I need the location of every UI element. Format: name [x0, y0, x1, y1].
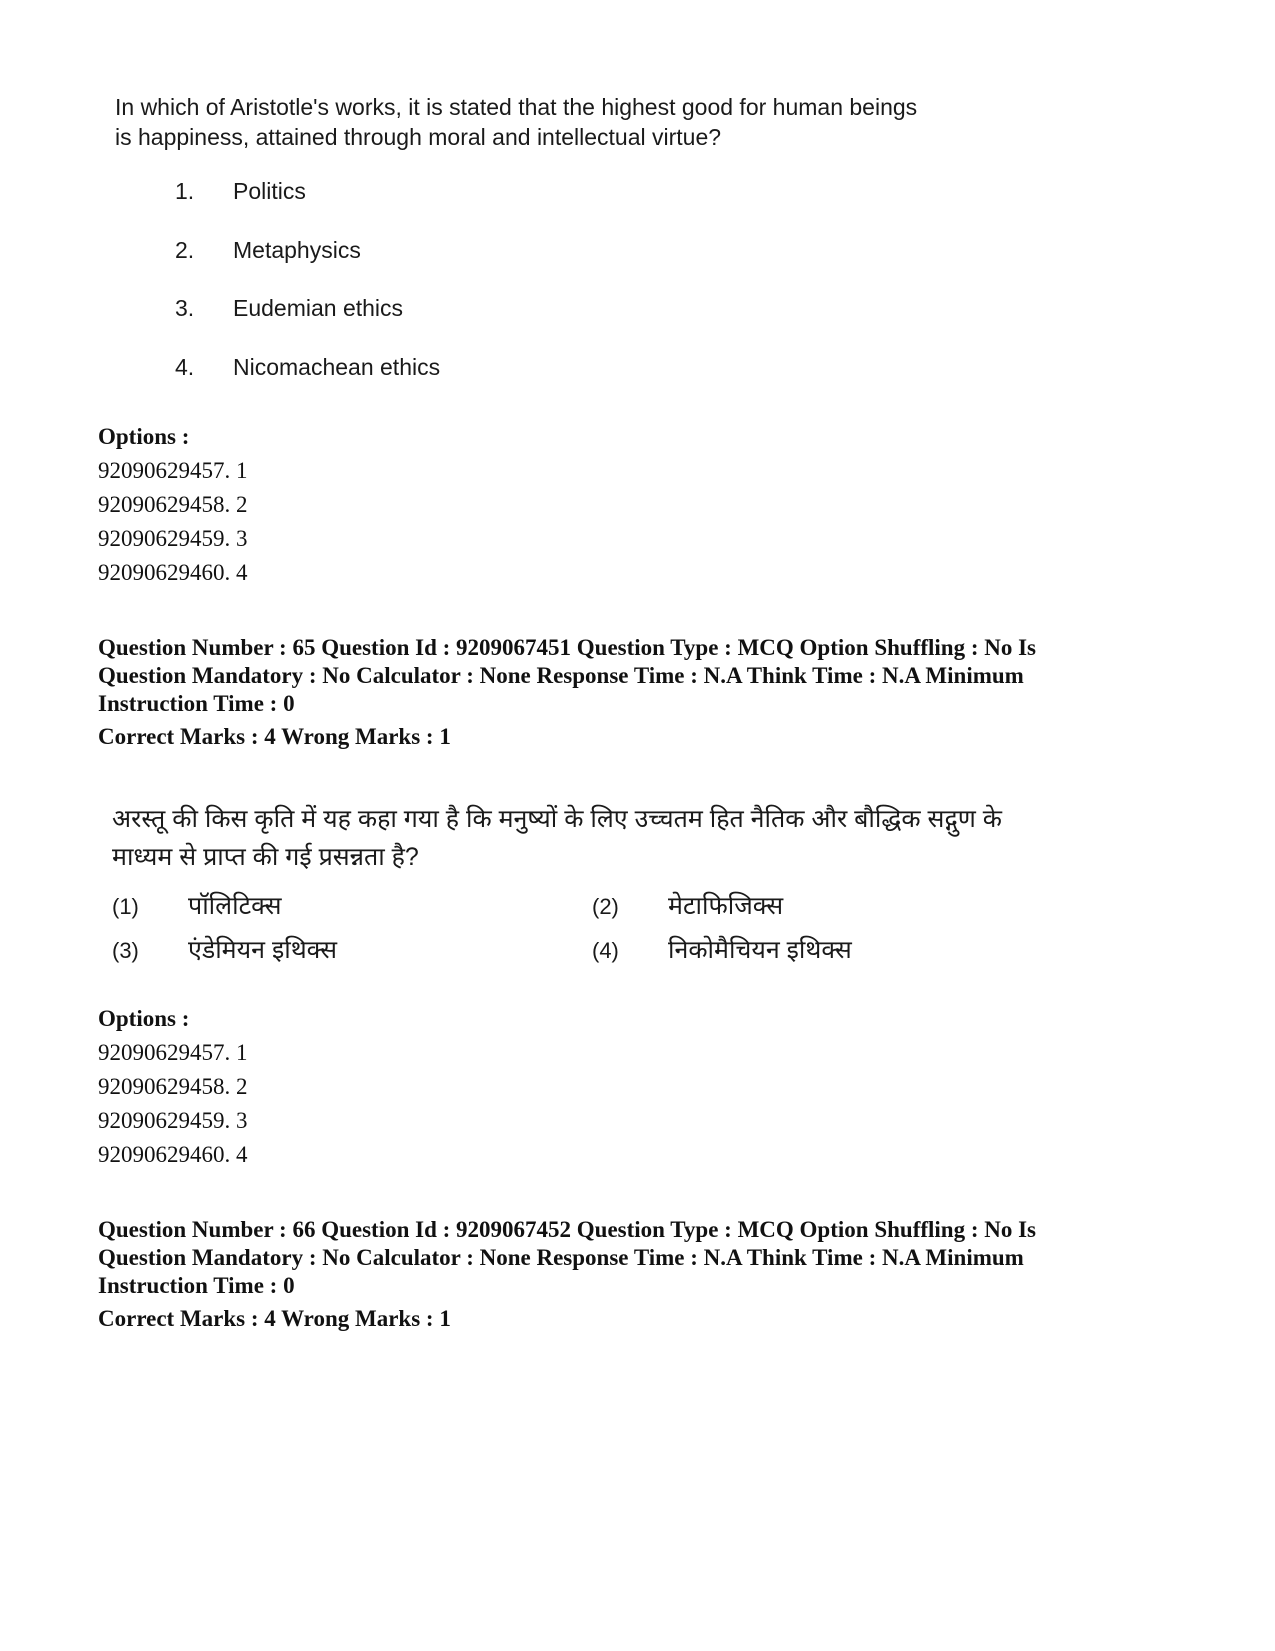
options-list — [98, 1002, 248, 1172]
option-item: 92090629457. 1 — [98, 1040, 248, 1065]
choice-label: Nicomachean ethics — [233, 354, 441, 380]
choice-label: Politics — [233, 178, 306, 204]
meta-line: Instruction Time : 0 — [98, 691, 295, 716]
choice-label: पॉलिटिक्स — [188, 892, 282, 920]
choice-number: 1. — [175, 178, 195, 204]
question-meta — [98, 634, 1158, 751]
marks-line: Correct Marks : 4 Wrong Marks : 1 — [98, 724, 451, 749]
option-item: 92090629459. 3 — [98, 526, 248, 551]
choice-label: मेटाफिजिक्स — [668, 892, 784, 920]
question-text-line: is happiness, attained through moral and intellectual virtue? — [115, 124, 722, 150]
question-image-english — [115, 92, 1075, 380]
option-item: 92090629458. 2 — [98, 1074, 248, 1099]
option-item: 92090629458. 2 — [98, 492, 248, 517]
choice-1 — [175, 178, 306, 205]
marks-line: Correct Marks : 4 Wrong Marks : 1 — [98, 1306, 451, 1331]
question-text-line: In which of Aristotle's works, it is stated that the highest good for human beings — [115, 94, 918, 120]
options-heading: Options : — [98, 1006, 190, 1031]
choice-number: (1) — [112, 894, 139, 919]
option-item: 92090629457. 1 — [98, 458, 248, 483]
choice-number: (2) — [592, 894, 619, 919]
options-list — [98, 420, 248, 590]
choice-number: 3. — [175, 295, 195, 321]
option-item: 92090629459. 3 — [98, 1108, 248, 1133]
option-item: 92090629460. 4 — [98, 560, 248, 585]
question-image-hindi — [112, 800, 1132, 964]
choice-3 — [175, 295, 403, 322]
choice-1 — [112, 888, 282, 922]
meta-line: Question Mandatory : No Calculator : None Response Time : N.A Think Time : N.A Minimum — [98, 1245, 1024, 1270]
choice-4 — [175, 354, 440, 381]
choice-label: निकोमैचियन इथिक्स — [668, 936, 852, 964]
question-meta — [98, 1216, 1158, 1333]
question-text-line: माध्यम से प्राप्त की गई प्रसन्नता है? — [112, 843, 419, 871]
meta-line: Instruction Time : 0 — [98, 1273, 295, 1298]
choice-label: Eudemian ethics — [233, 295, 404, 321]
choice-label: Metaphysics — [233, 237, 361, 263]
choice-2 — [592, 888, 783, 922]
choice-3 — [112, 932, 337, 966]
options-heading: Options : — [98, 424, 190, 449]
choice-number: 4. — [175, 354, 195, 380]
choice-number: (4) — [592, 938, 619, 963]
question-text-line: अरस्तू की किस कृति में यह कहा गया है कि मनुष्यों के लिए उच्चतम हित नैतिक और बौद्धिक सद्गुण के — [112, 805, 1002, 833]
choice-4 — [592, 932, 852, 966]
meta-line: Question Mandatory : No Calculator : None Response Time : N.A Think Time : N.A Minimum — [98, 663, 1024, 688]
choice-number: 2. — [175, 237, 195, 263]
meta-line: Question Number : 65 Question Id : 9209067451 Question Type : MCQ Option Shuffling : No Is — [98, 635, 1037, 660]
choice-label: एंडेमियन इथिक्स — [188, 936, 338, 964]
choice-2 — [175, 237, 361, 264]
meta-line: Question Number : 66 Question Id : 9209067452 Question Type : MCQ Option Shuffling : No Is — [98, 1217, 1037, 1242]
option-item: 92090629460. 4 — [98, 1142, 248, 1167]
choice-number: (3) — [112, 938, 139, 963]
